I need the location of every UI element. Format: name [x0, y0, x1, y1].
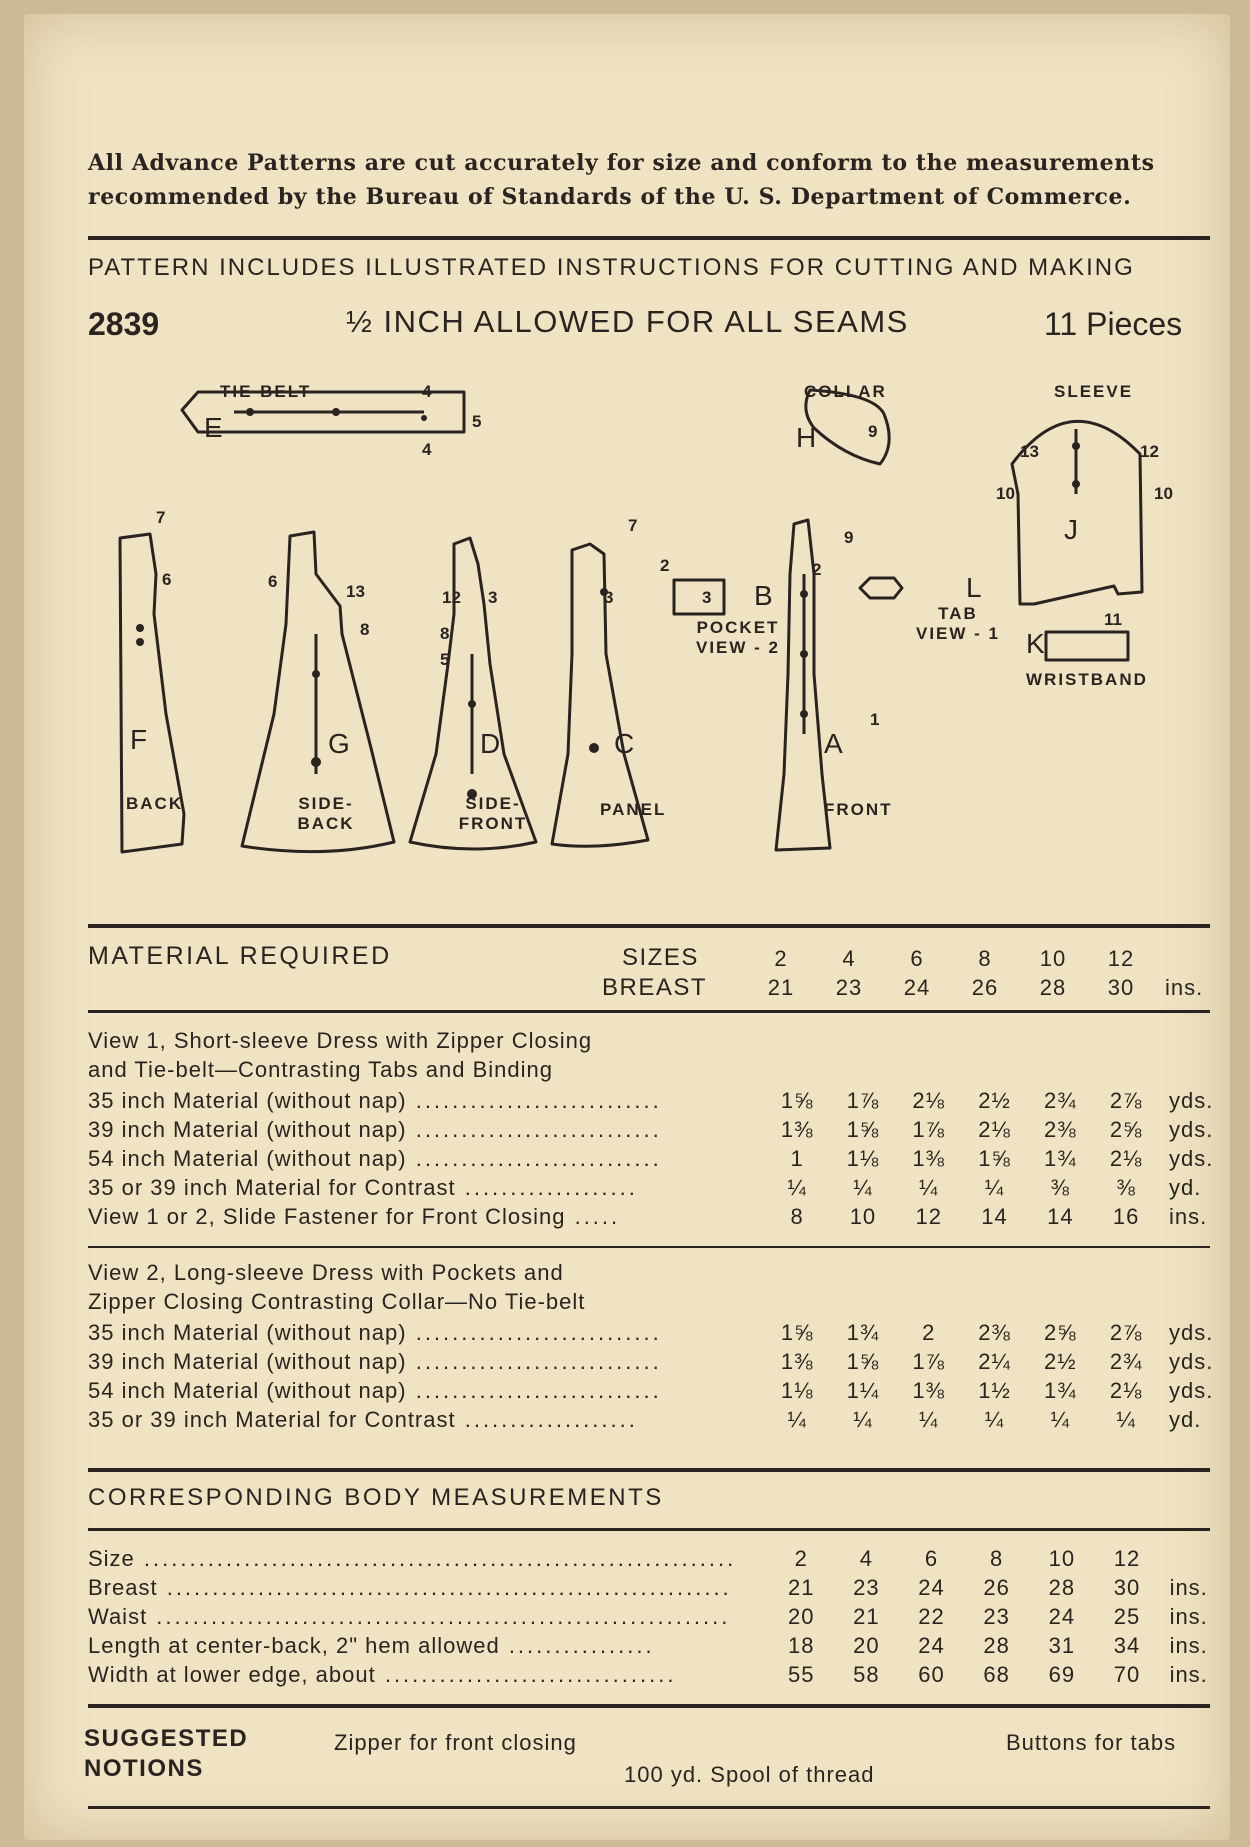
measurement-row	[88, 1602, 1230, 1631]
row-value: 23	[983, 1603, 1010, 1629]
breast-value: 21	[767, 974, 795, 1000]
row-value: ¼	[984, 1174, 1005, 1200]
body-measurements-heading: CORRESPONDING BODY MEASUREMENTS	[88, 1484, 664, 1511]
material-row	[88, 1086, 1230, 1115]
view-1-title-line-2: and Tie-belt—Contrasting Tabs and Binding	[88, 1057, 553, 1082]
row-unit	[1160, 1544, 1230, 1573]
dot-leader: .....	[565, 1203, 621, 1229]
divider	[88, 1528, 1210, 1531]
notch-number: 3	[702, 588, 712, 607]
tab-letter: L	[966, 572, 982, 603]
row-unit: yd.	[1169, 1174, 1202, 1200]
row-value: 2	[794, 1545, 808, 1571]
tie-belt-letter: E	[204, 412, 223, 443]
notch-number: 1	[870, 710, 880, 729]
row-value: 2⅜	[1044, 1116, 1077, 1142]
row-label: 35 inch Material (without nap) ...........................	[88, 1319, 662, 1345]
pattern-envelope-back	[24, 14, 1230, 1840]
wristband-label: WRISTBAND	[1026, 670, 1148, 689]
notion-zipper: Zipper for front closing	[334, 1730, 577, 1755]
sizes-label: SIZES	[622, 944, 699, 971]
pocket-label-line-1: POCKET	[696, 618, 780, 637]
row-value: 1⅜	[780, 1348, 814, 1374]
notch-number: 2	[812, 560, 822, 579]
row-unit: yds.	[1169, 1087, 1214, 1113]
front-label: FRONT	[824, 800, 893, 819]
instructions-heading: PATTERN INCLUDES ILLUSTRATED INSTRUCTIONS FOR CUTTING AND MAKING	[88, 254, 1135, 281]
side-back-letter: G	[328, 728, 350, 759]
view-1-title	[88, 1026, 592, 1084]
row-value: 1⅞	[912, 1348, 946, 1374]
notch-number: 9	[868, 422, 878, 441]
row-label: 35 or 39 inch Material for Contrast ...................	[88, 1406, 638, 1432]
breast-value: 28	[1039, 974, 1067, 1000]
row-unit: yds.	[1169, 1348, 1214, 1374]
material-row	[88, 1376, 1230, 1405]
notch-number: 5	[472, 412, 482, 431]
material-row	[88, 1318, 1230, 1347]
collar-label: COLLAR	[804, 382, 887, 401]
view-1-material-table	[88, 1086, 1230, 1231]
row-value: 2	[922, 1319, 936, 1345]
notch-number: 9	[844, 528, 854, 547]
intro-line-2: recommended by the Bureau of Standards of the U. S. Department of Commerce.	[88, 184, 1132, 210]
row-value: 1⅝	[846, 1116, 880, 1142]
row-unit: yds.	[1169, 1377, 1214, 1403]
dot-leader: ...................	[455, 1174, 638, 1200]
intro-line-1: All Advance Patterns are cut accurately for size and conform to the measurements	[88, 150, 1155, 176]
material-row	[88, 1347, 1230, 1376]
row-value: 24	[1048, 1603, 1076, 1629]
notch-number: 7	[156, 508, 166, 527]
material-row	[88, 1173, 1230, 1202]
front-letter: A	[824, 728, 843, 759]
dot-leader: ...........................	[406, 1377, 662, 1403]
tie-belt-label: TIE-BELT	[220, 382, 312, 401]
sleeve-label: SLEEVE	[1054, 382, 1134, 401]
material-row	[88, 1202, 1230, 1231]
side-back-label-line-1: SIDE-	[298, 794, 354, 813]
collar-letter: H	[796, 422, 817, 453]
divider	[88, 1704, 1210, 1708]
row-value: 28	[983, 1632, 1010, 1658]
row-value: 2¾	[1044, 1087, 1077, 1113]
row-unit: ins.	[1169, 1574, 1208, 1600]
row-value: ⅜	[1116, 1174, 1136, 1200]
size-value: 2	[774, 945, 788, 971]
side-front-label-line-2: FRONT	[458, 814, 528, 833]
row-value: 24	[918, 1632, 945, 1658]
notch-number: 10	[996, 484, 1015, 503]
side-back-label	[294, 794, 358, 834]
row-value: 1⅝	[978, 1145, 1011, 1171]
row-value: 2¼	[978, 1348, 1011, 1374]
dot-leader: ...........................	[406, 1145, 662, 1171]
measurement-row	[88, 1544, 1230, 1573]
row-value: 24	[918, 1574, 945, 1600]
row-value: 2⅝	[1109, 1116, 1143, 1142]
measurement-row	[88, 1573, 1230, 1602]
breast-value: 24	[903, 974, 931, 1000]
notch-number: 12	[442, 588, 461, 607]
row-unit: yd.	[1169, 1406, 1202, 1432]
notch-number: 3	[604, 588, 614, 607]
row-value: ¼	[919, 1406, 939, 1432]
seam-allowance: ½ INCH ALLOWED FOR ALL SEAMS	[346, 304, 909, 339]
view-2-title-line-2: Zipper Closing Contrasting Collar—No Tie-belt	[88, 1289, 586, 1314]
row-unit: ins.	[1169, 1603, 1208, 1629]
notch-number: 8	[440, 624, 450, 643]
row-value: ¼	[919, 1174, 939, 1200]
row-label: Length at center-back, 2" hem allowed ................	[88, 1632, 655, 1658]
material-row	[88, 1144, 1230, 1173]
row-value: 2½	[1044, 1348, 1077, 1374]
notions-heading	[84, 1724, 248, 1784]
row-unit: ins.	[1169, 1661, 1208, 1687]
row-value: 1¾	[1044, 1377, 1077, 1403]
row-value: ⅜	[1050, 1174, 1070, 1200]
row-value: 1⅜	[912, 1145, 946, 1171]
row-value: 1⅝	[780, 1087, 814, 1113]
divider	[88, 924, 1210, 928]
size-value: 8	[978, 945, 992, 971]
side-front-label	[454, 794, 532, 834]
row-label: 54 inch Material (without nap) ...........................	[88, 1377, 662, 1403]
body-measurements-table	[88, 1544, 1230, 1689]
notch-number: 10	[1154, 484, 1173, 503]
row-value: 2⅛	[1109, 1377, 1143, 1403]
dot-leader: .................................................................	[134, 1545, 737, 1571]
row-value: ¼	[787, 1174, 807, 1200]
dot-leader: ...........................	[406, 1348, 662, 1374]
breast-row	[747, 973, 1227, 1002]
wristband-letter: K	[1026, 628, 1045, 659]
row-value: 23	[853, 1574, 880, 1600]
row-value: 8	[790, 1203, 804, 1229]
notch-number: 2	[660, 556, 670, 575]
row-value: 1½	[978, 1377, 1011, 1403]
wristband-piece	[1046, 632, 1128, 660]
row-label: Size .................................................................	[88, 1545, 737, 1571]
divider	[88, 1010, 1210, 1013]
view-2-material-table	[88, 1318, 1230, 1434]
notion-buttons: Buttons for tabs	[1006, 1730, 1177, 1755]
view-2-title	[88, 1258, 585, 1316]
row-label: Waist ...............................................................	[88, 1603, 731, 1629]
tab-piece	[860, 578, 902, 598]
side-back-label-line-2: BACK	[297, 814, 355, 833]
row-value: 1⅝	[780, 1319, 814, 1345]
dot-leader: ...........................	[406, 1087, 662, 1113]
row-value: 2⅛	[1109, 1145, 1143, 1171]
row-value: 1⅜	[912, 1377, 946, 1403]
row-label: 54 inch Material (without nap) ...........................	[88, 1145, 662, 1171]
row-value: 20	[853, 1632, 880, 1658]
notch-number: 13	[346, 582, 365, 601]
row-value: 30	[1113, 1574, 1141, 1600]
breast-unit: ins.	[1165, 974, 1204, 1000]
notch-number: 4	[422, 382, 432, 401]
row-value: 1⅜	[780, 1116, 814, 1142]
row-value: ¼	[787, 1406, 807, 1432]
row-label: Width at lower edge, about ................................	[88, 1661, 677, 1687]
row-value: 1¼	[846, 1377, 880, 1403]
notch-number: 7	[628, 516, 638, 535]
row-value: 1¾	[1044, 1145, 1077, 1171]
breast-label: BREAST	[602, 974, 708, 1001]
row-value: 10	[1048, 1545, 1076, 1571]
dot-leader: ...........................	[406, 1116, 662, 1142]
row-value: 69	[1048, 1661, 1076, 1687]
row-unit: yds.	[1169, 1319, 1214, 1345]
pattern-number: 2839	[88, 306, 160, 342]
dot-leader: ...........................	[406, 1319, 662, 1345]
row-unit: yds.	[1169, 1116, 1214, 1142]
tab-label-line-2: VIEW - 1	[915, 624, 1000, 643]
sizes-header-table	[747, 944, 1227, 1002]
piece-count: 11 Pieces	[1044, 306, 1183, 342]
notion-thread: 100 yd. Spool of thread	[624, 1762, 875, 1787]
row-value: 26	[983, 1574, 1010, 1600]
row-value: 2⅜	[978, 1319, 1011, 1345]
row-value: 12	[1113, 1545, 1141, 1571]
row-value: 1⅞	[846, 1087, 880, 1113]
dot-leader: ................	[499, 1632, 655, 1658]
material-row	[88, 1115, 1230, 1144]
row-value: 18	[787, 1632, 815, 1658]
row-value: ¼	[853, 1406, 873, 1432]
measurement-row	[88, 1631, 1230, 1660]
row-value: 21	[853, 1603, 880, 1629]
row-value: 1	[790, 1145, 804, 1171]
row-value: 8	[990, 1545, 1004, 1571]
row-unit: ins.	[1169, 1632, 1208, 1658]
breast-value: 23	[835, 974, 863, 1000]
notch-number: 5	[440, 650, 450, 669]
row-value: 6	[924, 1545, 939, 1571]
panel-label: PANEL	[600, 800, 667, 819]
row-value: 55	[787, 1661, 815, 1687]
side-front-label-line-1: SIDE-	[465, 794, 521, 813]
row-value: 2⅛	[978, 1116, 1011, 1142]
row-value: 34	[1113, 1632, 1141, 1658]
row-value: ¼	[1116, 1406, 1136, 1432]
breast-value: 26	[971, 974, 999, 1000]
row-value: 22	[918, 1603, 945, 1629]
dot-leader: ................................	[375, 1661, 677, 1687]
breast-value: 30	[1107, 974, 1135, 1000]
row-value: 10	[849, 1203, 877, 1229]
notch-number: 12	[1140, 442, 1159, 461]
notch-number: 3	[488, 588, 498, 607]
notch-number: 11	[1104, 610, 1122, 629]
pocket-label	[692, 618, 784, 658]
row-unit: ins.	[1169, 1203, 1208, 1229]
row-value: 14	[981, 1203, 1008, 1229]
row-value: ¼	[1050, 1406, 1070, 1432]
side-front-letter: D	[480, 728, 501, 759]
row-value: 31	[1048, 1632, 1076, 1658]
divider	[88, 1468, 1210, 1472]
tab-label	[912, 604, 1004, 644]
pattern-pieces-diagram	[24, 14, 1230, 894]
row-value: 21	[787, 1574, 815, 1600]
notch-number: 4	[422, 440, 432, 459]
row-value: 2⅞	[1109, 1087, 1143, 1113]
row-unit: yds.	[1169, 1145, 1214, 1171]
pocket-piece	[674, 580, 724, 614]
row-value: 16	[1112, 1203, 1140, 1229]
row-label: 39 inch Material (without nap) ...........................	[88, 1116, 662, 1142]
row-value: ¼	[853, 1174, 873, 1200]
row-value: 1⅛	[780, 1377, 814, 1403]
material-heading: MATERIAL REQUIRED	[88, 942, 392, 970]
row-value: 20	[787, 1603, 815, 1629]
measurement-row	[88, 1660, 1230, 1689]
row-value: 68	[983, 1661, 1010, 1687]
tab-label-line-1: TAB	[938, 604, 978, 623]
pocket-letter: B	[754, 580, 773, 611]
row-value: 2⅝	[1044, 1319, 1077, 1345]
dot-leader: ..............................................................	[157, 1574, 732, 1600]
row-value: 14	[1047, 1203, 1074, 1229]
sleeve-letter: J	[1064, 514, 1078, 545]
notch-number: 8	[360, 620, 370, 639]
sizes-row	[747, 944, 1227, 973]
divider	[88, 1806, 1210, 1809]
row-value: 25	[1113, 1603, 1141, 1629]
notch-number: 6	[268, 572, 278, 591]
size-value: 4	[842, 945, 856, 971]
row-value: 12	[915, 1203, 942, 1229]
size-value: 6	[910, 945, 924, 971]
notch-number: 6	[162, 570, 172, 589]
back-letter: F	[130, 724, 148, 755]
row-label: Breast ..............................................................	[88, 1574, 732, 1600]
back-label: BACK	[126, 794, 184, 813]
row-value: 70	[1113, 1661, 1141, 1687]
row-value: 1⅝	[846, 1348, 880, 1374]
notch-number: 13	[1020, 442, 1039, 461]
row-value: 60	[918, 1661, 945, 1687]
view-1-title-line-1: View 1, Short-sleeve Dress with Zipper Closing	[88, 1028, 593, 1053]
row-value: ¼	[984, 1406, 1005, 1432]
row-value: 2⅛	[912, 1087, 946, 1113]
panel-letter: C	[614, 728, 635, 759]
row-value: 58	[853, 1661, 880, 1687]
row-value: 1¾	[846, 1319, 880, 1345]
notions-heading-line-2: NOTIONS	[84, 1755, 204, 1782]
row-value: 28	[1048, 1574, 1076, 1600]
dot-leader: ...................	[455, 1406, 638, 1432]
row-value: 1⅞	[912, 1116, 946, 1142]
row-value: 2½	[978, 1087, 1011, 1113]
size-value: 12	[1107, 945, 1135, 971]
dot-leader: ...............................................................	[147, 1603, 731, 1629]
row-label: View 1 or 2, Slide Fastener for Front Closing .....	[88, 1203, 621, 1229]
row-value: 2⅞	[1109, 1319, 1143, 1345]
pocket-label-line-2: VIEW - 2	[695, 638, 780, 657]
row-label: 39 inch Material (without nap) ...........................	[88, 1348, 662, 1374]
row-value: 1⅛	[846, 1145, 880, 1171]
divider	[88, 1246, 1210, 1248]
row-label: 35 inch Material (without nap) ...........................	[88, 1087, 662, 1113]
size-value: 10	[1039, 945, 1067, 971]
row-value: 2¾	[1109, 1348, 1143, 1374]
material-row	[88, 1405, 1230, 1434]
row-label: 35 or 39 inch Material for Contrast ...................	[88, 1174, 638, 1200]
notions-heading-line-1: SUGGESTED	[84, 1725, 249, 1752]
row-value: 4	[859, 1545, 873, 1571]
view-2-title-line-1: View 2, Long-sleeve Dress with Pockets and	[88, 1260, 564, 1285]
